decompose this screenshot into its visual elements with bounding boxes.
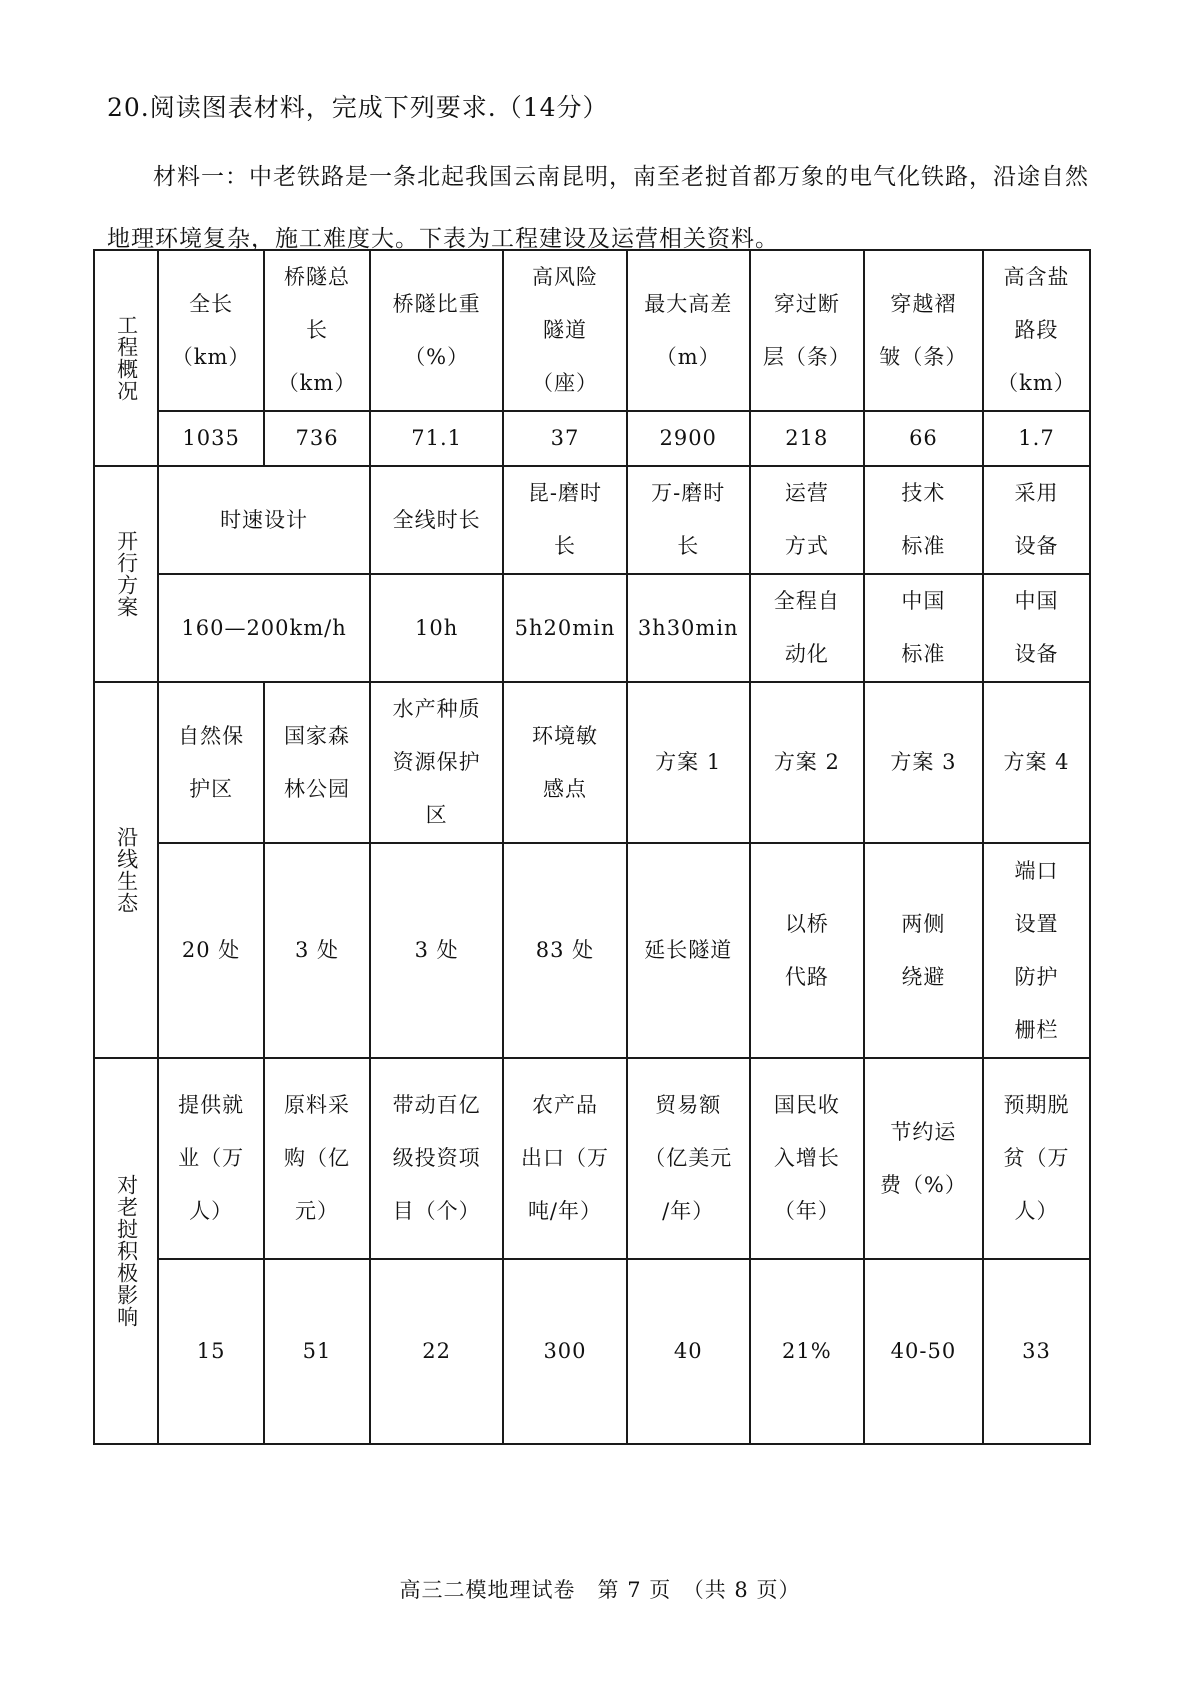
table-header-cell: 自然保 护区 — [158, 682, 264, 843]
table-header-cell: 全线时长 — [370, 466, 503, 574]
table-header-cell: 桥隧比重 （%） — [370, 250, 503, 411]
table-header-cell: 万-磨时 长 — [627, 466, 750, 574]
table-cell: 10h — [370, 574, 503, 682]
table-cell: 736 — [264, 411, 370, 466]
table-header-cell: 最大高差 （m） — [627, 250, 750, 411]
table-cell: 71.1 — [370, 411, 503, 466]
table-cell: 300 — [503, 1259, 626, 1444]
question-title: 20.阅读图表材料，完成下列要求.（14分） — [107, 93, 609, 122]
table-cell: 37 — [503, 411, 626, 466]
table-row — [94, 843, 1090, 1058]
table-header-cell: 环境敏 感点 — [503, 682, 626, 843]
table-cell: 21% — [750, 1259, 864, 1444]
table-row — [94, 411, 1090, 466]
table-cell: 83 处 — [503, 843, 626, 1058]
table-cell: 160—200km/h — [158, 574, 370, 682]
table-cell: 66 — [864, 411, 983, 466]
table-cell: 延长隧道 — [627, 843, 750, 1058]
table-header-cell: 桥隧总 长 （km） — [264, 250, 370, 411]
table-cell: 218 — [750, 411, 864, 466]
table-cell: 3 处 — [264, 843, 370, 1058]
page-footer: 高三二模地理试卷 第 7 页 （共 8 页） — [399, 1578, 801, 1602]
table-cell: 51 — [264, 1259, 370, 1444]
table-cell: 中国 标准 — [864, 574, 983, 682]
table-header-cell: 穿越褶 皱（条） — [864, 250, 983, 411]
table-row — [94, 574, 1090, 682]
table-header-cell: 全长 （km） — [158, 250, 264, 411]
table-cell: 3h30min — [627, 574, 750, 682]
table-header-cell: 水产种质 资源保护 区 — [370, 682, 503, 843]
table-header-cell: 采用 设备 — [983, 466, 1090, 574]
table-header-cell: 时速设计 — [158, 466, 370, 574]
table-cell: 1.7 — [983, 411, 1090, 466]
table-cell: 1035 — [158, 411, 264, 466]
table-cell: 两侧 绕避 — [864, 843, 983, 1058]
table-cell: 以桥 代路 — [750, 843, 864, 1058]
table-header-cell: 国民收 入增长 （年） — [750, 1058, 864, 1259]
table-row — [94, 250, 1090, 411]
table-header-cell: 贸易额 （亿美元 /年） — [627, 1058, 750, 1259]
section-label-impact: 对老挝积极影响 — [94, 1058, 158, 1444]
table-cell: 22 — [370, 1259, 503, 1444]
table-row — [94, 1259, 1090, 1444]
section-label-project: 工程概况 — [94, 250, 158, 466]
table-header-cell: 预期脱 贫（万 人） — [983, 1058, 1090, 1259]
table-header-cell: 运营 方式 — [750, 466, 864, 574]
table-cell: 中国 设备 — [983, 574, 1090, 682]
table-header-cell: 国家森 林公园 — [264, 682, 370, 843]
table-cell: 40-50 — [864, 1259, 983, 1444]
section-label-operation: 开行方案 — [94, 466, 158, 682]
data-table — [93, 249, 1091, 1445]
table-cell: 全程自 动化 — [750, 574, 864, 682]
table-header-cell: 方案 4 — [983, 682, 1090, 843]
table-cell: 2900 — [627, 411, 750, 466]
table-header-cell: 原料采 购（亿 元） — [264, 1058, 370, 1259]
table-cell: 5h20min — [503, 574, 626, 682]
section-label-ecology: 沿线生态 — [94, 682, 158, 1058]
table-header-cell: 穿过断 层（条） — [750, 250, 864, 411]
material-text: 材料一：中老铁路是一条北起我国云南昆明，南至老挝首都万象的电气化铁路，沿途自然地理环境复杂，施工难度大。下表为工程建设及运营相关资料。 — [107, 164, 1089, 252]
table-header-cell: 带动百亿 级投资项 目（个） — [370, 1058, 503, 1259]
table-row — [94, 466, 1090, 574]
table-header-cell: 方案 2 — [750, 682, 864, 843]
table-header-cell: 方案 1 — [627, 682, 750, 843]
table-row — [94, 1058, 1090, 1259]
table-header-cell: 昆-磨时 长 — [503, 466, 626, 574]
table-header-cell: 高风险 隧道 （座） — [503, 250, 626, 411]
table-header-cell: 提供就 业（万 人） — [158, 1058, 264, 1259]
table-cell: 20 处 — [158, 843, 264, 1058]
table-cell: 3 处 — [370, 843, 503, 1058]
table-cell: 33 — [983, 1259, 1090, 1444]
table-cell: 15 — [158, 1259, 264, 1444]
table-header-cell: 农产品 出口（万 吨/年） — [503, 1058, 626, 1259]
table-row — [94, 682, 1090, 843]
table-header-cell: 节约运 费（%） — [864, 1058, 983, 1259]
table-header-cell: 技术 标准 — [864, 466, 983, 574]
table-header-cell: 方案 3 — [864, 682, 983, 843]
table-cell: 端口 设置 防护 栅栏 — [983, 843, 1090, 1058]
table-cell: 40 — [627, 1259, 750, 1444]
table-header-cell: 高含盐 路段 （km） — [983, 250, 1090, 411]
